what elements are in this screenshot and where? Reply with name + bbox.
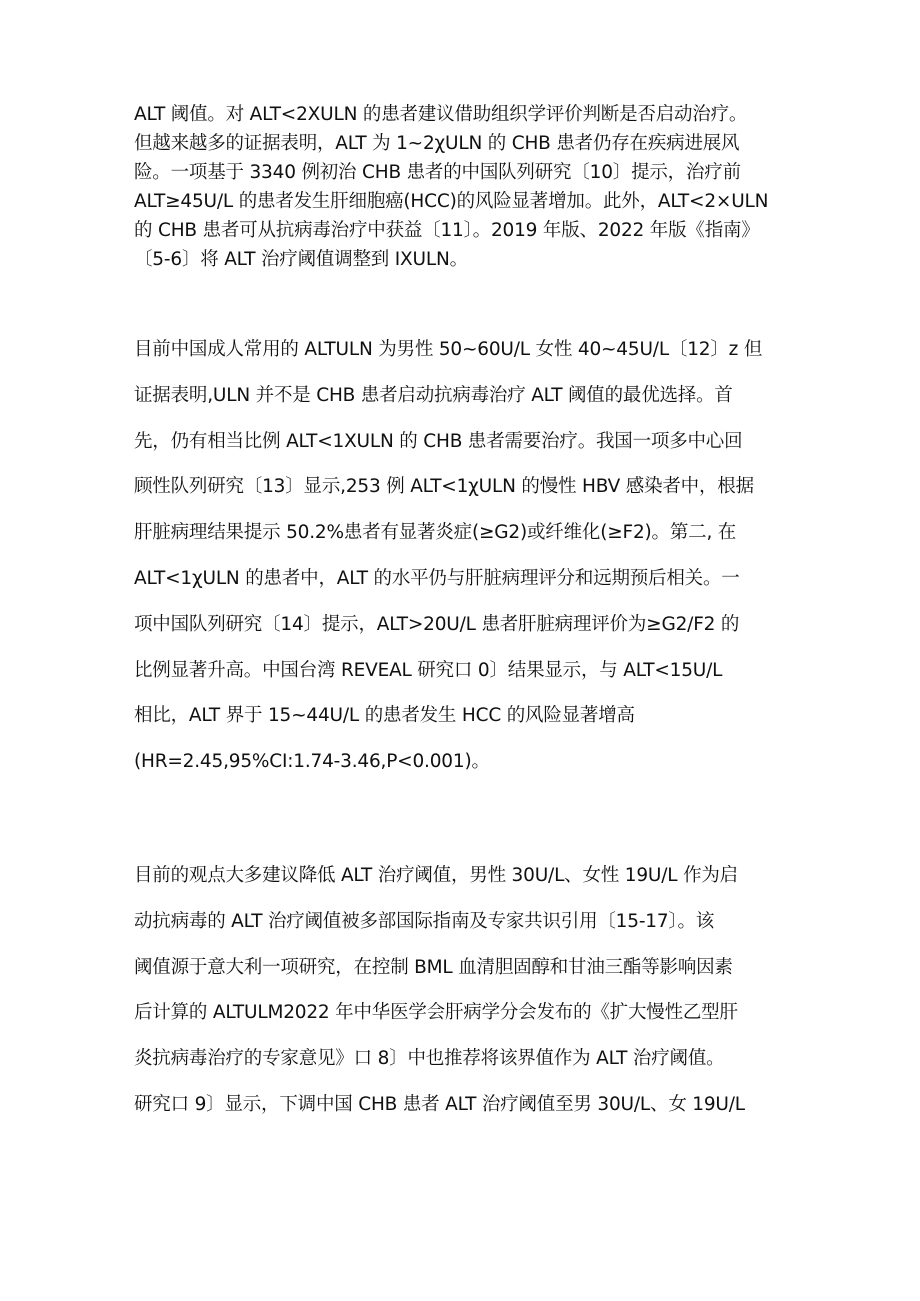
text-line: 的 CHB 患者可从抗病毒治疗中获益〔11〕。2019 年版、2022 年版《指南》: [134, 220, 760, 241]
paragraph-uln-evidence: [134, 327, 794, 785]
text-line: 后计算的 ALTULM2022 年中华医学会肝病学分会发布的《扩大慢性乙型肝: [134, 1002, 738, 1024]
text-line: ALT≥45U/L 的患者发生肝细胞癌(HCC)的风险显著增加。此外，ALT<2×ULN: [134, 191, 769, 212]
text-line: 阈值源于意大利一项研究，在控制 BML 血清胆固醇和甘油三酯等影响因素: [134, 956, 733, 978]
paragraph-alt-threshold-history: [134, 100, 794, 274]
text-line: 炎抗病毒治疗的专家意见》口 8〕中也推荐将该界值作为 ALT 治疗阈值。: [134, 1048, 725, 1070]
text-line: 目前的观点大多建议降低 ALT 治疗阈值，男性 30U/L、女性 19U/L 作为启: [134, 865, 738, 886]
text-line: 研究口 9〕显示，下调中国 CHB 患者 ALT 治疗阈值至男 30U/L、女 19U/L: [134, 1093, 745, 1115]
text-line: 目前中国成人常用的 ALTULN 为男性 50~60U/L 女性 40~45U/L〔12〕z 但: [134, 339, 763, 360]
text-line: 证据表明,ULN 并不是 CHB 患者启动抗病毒治疗 ALT 阈值的最优选择。首: [134, 384, 733, 406]
text-line: (HR=2.45,95%CI:1.74-3.46,P<0.001)。: [134, 751, 490, 773]
text-line: 但越来越多的证据表明，ALT 为 1~2χULN 的 CHB 患者仍存在疾病进展风: [134, 133, 740, 154]
text-line: 先，仍有相当比例 ALT<1XULN 的 CHB 患者需要治疗。我国一项多中心回: [134, 430, 743, 452]
text-line: ALT<1χULN 的患者中，ALT 的水平仍与肝脏病理评分和远期预后相关。一: [134, 567, 740, 589]
text-line: 肝脏病理结果提示 50.2%患者有显著炎症(≥G2)或纤维化(≥F2)。第二, 在: [134, 522, 737, 544]
text-line: 比例显著升高。中国台湾 REVEAL 研究口 0〕结果显示，与 ALT<15U/L: [134, 659, 723, 681]
text-line: 动抗病毒的 ALT 治疗阈值被多部国际指南及专家共识引用〔15-17〕。该: [134, 910, 715, 932]
text-line: 项中国队列研究〔14〕提示，ALT>20U/L 患者肝脏病理评价为≥G2/F2 的: [134, 613, 740, 635]
text-line: 相比，ALT 界于 15~44U/L 的患者发生 HCC 的风险显著增高: [134, 705, 635, 727]
text-line: 〔5-6〕将 ALT 治疗阈值调整到 IXULN。: [134, 249, 468, 270]
paragraph-lower-threshold: [134, 853, 794, 1128]
text-line: 险。一项基于 3340 例初治 CHB 患者的中国队列研究〔10〕提示，治疗前: [134, 162, 741, 183]
text-line: 顾性队列研究〔13〕显示,253 例 ALT<1χULN 的慢性 HBV 感染者中，根据: [134, 476, 754, 498]
text-line: ALT 阈值。对 ALT<2XULN 的患者建议借助组织学评价判断是否启动治疗。: [134, 104, 748, 125]
